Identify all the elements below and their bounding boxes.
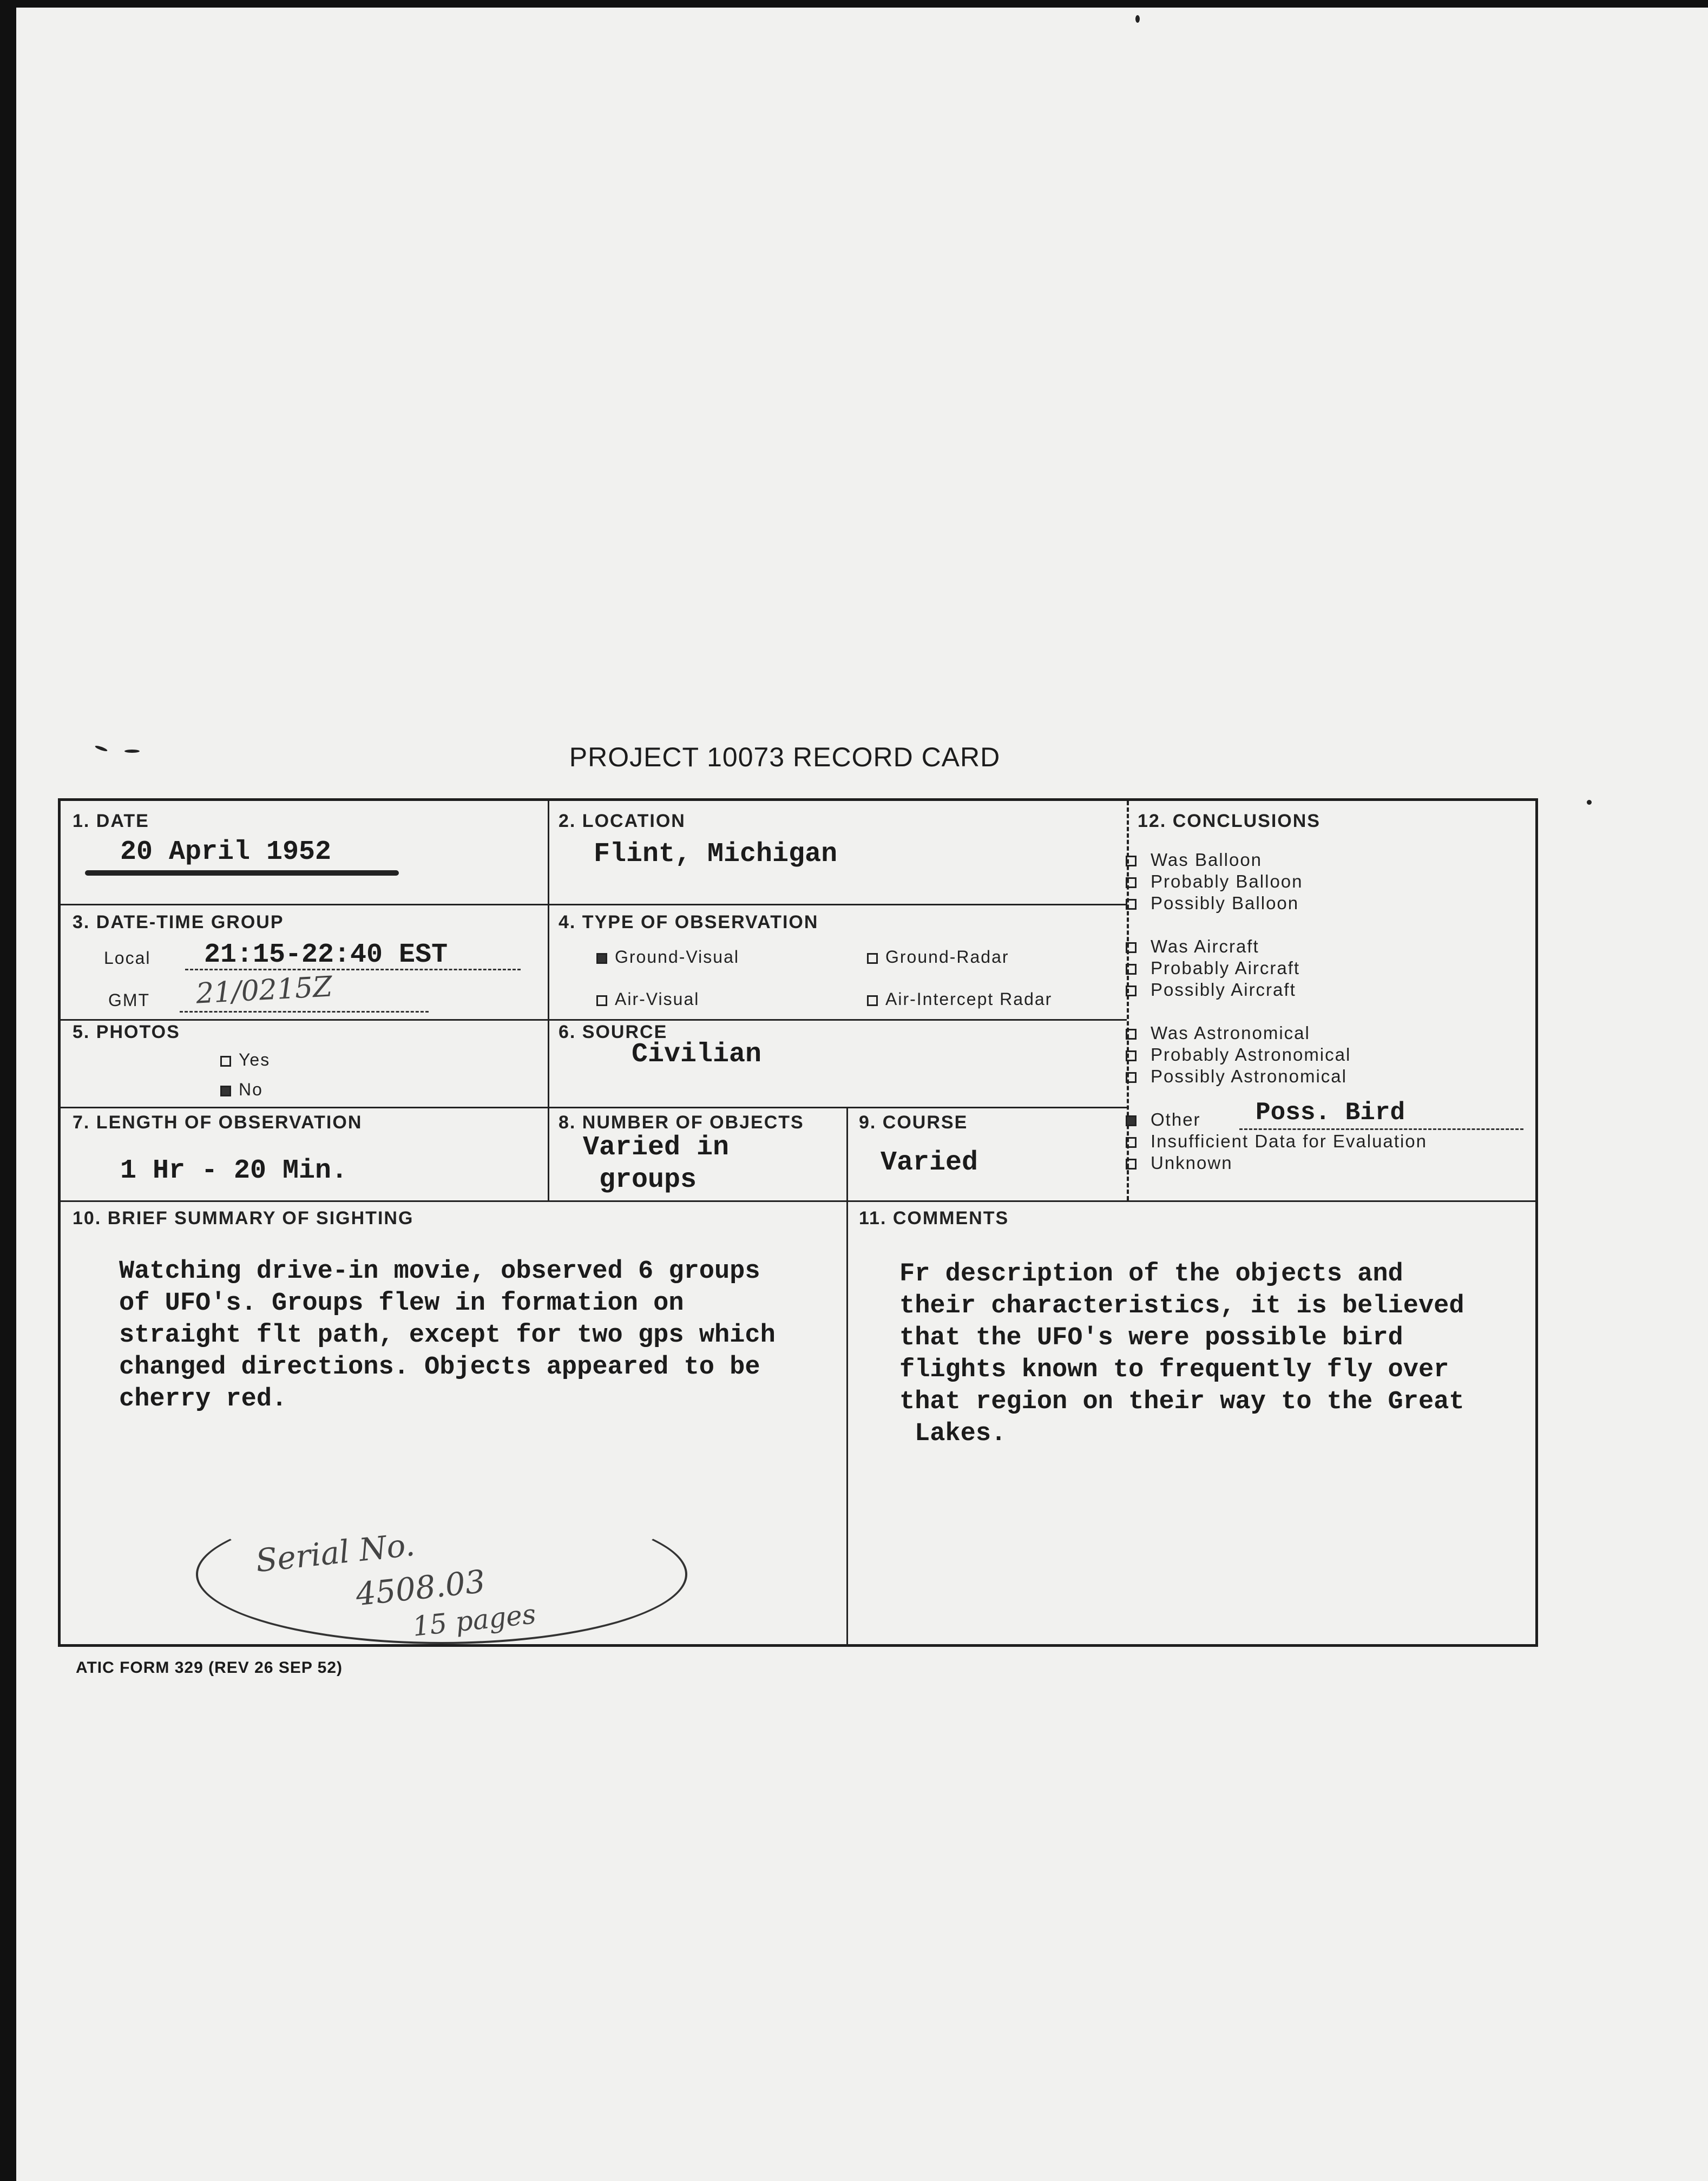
option-air-intercept-radar: Air-Intercept Radar bbox=[867, 989, 1052, 1009]
summary-label: 10. BRIEF SUMMARY OF SIGHTING bbox=[73, 1208, 414, 1229]
comments-line: that region on their way to the Great bbox=[899, 1388, 1464, 1416]
location-label: 2. LOCATION bbox=[559, 811, 686, 831]
comments-label: 11. COMMENTS bbox=[859, 1208, 1009, 1229]
conclusion-was-balloon: Was Balloon bbox=[1126, 850, 1262, 870]
conclusion-possibly-balloon: Possibly Balloon bbox=[1126, 893, 1299, 914]
local-time-underline bbox=[185, 969, 521, 970]
conclusion-probably-balloon: Probably Balloon bbox=[1126, 871, 1303, 892]
conclusion-other-value: Poss. Bird bbox=[1256, 1099, 1405, 1127]
comments-line: Lakes. bbox=[915, 1420, 1007, 1448]
scan-border-top bbox=[0, 0, 1708, 8]
conclusion-other-underline bbox=[1239, 1128, 1523, 1130]
checkbox bbox=[1126, 1137, 1137, 1148]
conclusion-other: Other bbox=[1126, 1109, 1201, 1130]
location-value: Flint, Michigan bbox=[594, 839, 838, 870]
form-identifier: ATIC FORM 329 (REV 26 SEP 52) bbox=[76, 1659, 343, 1677]
checkbox-checked bbox=[220, 1086, 231, 1096]
gmt-value: 21/0215Z bbox=[195, 970, 333, 1010]
summary-line: of UFO's. Groups flew in formation on bbox=[119, 1289, 684, 1318]
summary-text bbox=[119, 1256, 776, 1415]
comments-line: that the UFO's were possible bird bbox=[899, 1324, 1403, 1352]
checkbox bbox=[1126, 1050, 1137, 1061]
summary-line: cherry red. bbox=[119, 1385, 287, 1414]
checkbox bbox=[220, 1056, 231, 1067]
checkbox bbox=[867, 953, 878, 964]
date-underline bbox=[85, 870, 399, 876]
handwritten-serial-number: 4508.03 bbox=[354, 1562, 487, 1613]
checkbox bbox=[596, 995, 607, 1006]
checkbox bbox=[867, 995, 878, 1006]
photos-yes-option: Yes bbox=[220, 1050, 270, 1070]
date-time-group-label: 3. DATE-TIME GROUP bbox=[73, 912, 284, 932]
conclusion-possibly-astronomical: Possibly Astronomical bbox=[1126, 1066, 1347, 1087]
checkbox bbox=[1126, 986, 1137, 996]
checkbox bbox=[1126, 899, 1137, 910]
option-ground-radar: Ground-Radar bbox=[867, 947, 1009, 967]
scan-speck bbox=[1135, 15, 1140, 23]
handwritten-serial-label: Serial No. bbox=[254, 1526, 417, 1580]
gmt-underline bbox=[180, 1011, 429, 1013]
checkbox bbox=[1126, 1029, 1137, 1040]
photos-no-option: No bbox=[220, 1080, 263, 1100]
grid-divider bbox=[61, 1019, 1127, 1021]
card-title: PROJECT 10073 RECORD CARD bbox=[569, 742, 1001, 772]
option-air-visual: Air-Visual bbox=[596, 989, 699, 1009]
conclusion-probably-astronomical: Probably Astronomical bbox=[1126, 1044, 1351, 1065]
comments-line: Fr description of the objects and bbox=[899, 1260, 1403, 1289]
comments-line: their characteristics, it is believed bbox=[899, 1292, 1464, 1321]
scan-speck bbox=[1587, 800, 1592, 805]
checkbox bbox=[1126, 1159, 1137, 1170]
record-card bbox=[58, 798, 1538, 1647]
local-time-value: 21:15-22:40 EST bbox=[204, 940, 448, 970]
summary-line: Watching drive-in movie, observed 6 groups bbox=[119, 1257, 760, 1286]
summary-line: changed directions. Objects appeared to be bbox=[119, 1353, 760, 1382]
grid-divider bbox=[61, 1200, 1535, 1202]
checkbox-checked bbox=[1126, 1115, 1137, 1126]
conclusion-was-astronomical: Was Astronomical bbox=[1126, 1023, 1310, 1043]
local-label: Local bbox=[104, 948, 151, 968]
length-of-observation-label: 7. LENGTH OF OBSERVATION bbox=[73, 1112, 363, 1133]
date-value: 20 April 1952 bbox=[120, 837, 332, 868]
number-of-objects-line2: groups bbox=[599, 1165, 697, 1195]
course-label: 9. COURSE bbox=[859, 1112, 968, 1133]
checkbox bbox=[1126, 856, 1137, 866]
grid-divider bbox=[846, 1108, 848, 1647]
grid-divider bbox=[61, 904, 1127, 905]
checkbox bbox=[1126, 877, 1137, 888]
source-value: Civilian bbox=[632, 1039, 762, 1070]
photos-label: 5. PHOTOS bbox=[73, 1022, 180, 1042]
comments-line: flights known to frequently fly over bbox=[899, 1356, 1449, 1384]
grid-divider bbox=[548, 801, 549, 1200]
handwritten-pages: 15 pages bbox=[411, 1598, 537, 1643]
checkbox-checked bbox=[596, 953, 607, 964]
comments-text bbox=[899, 1258, 1464, 1450]
checkbox bbox=[1126, 964, 1137, 975]
date-label: 1. DATE bbox=[73, 811, 149, 831]
conclusion-possibly-aircraft: Possibly Aircraft bbox=[1126, 980, 1296, 1000]
scan-border-left bbox=[0, 0, 16, 2181]
option-ground-visual: Ground-Visual bbox=[596, 947, 739, 967]
grid-divider bbox=[61, 1107, 1127, 1108]
conclusion-probably-aircraft: Probably Aircraft bbox=[1126, 958, 1300, 978]
number-of-objects-line1: Varied in bbox=[583, 1132, 730, 1163]
conclusion-unknown: Unknown bbox=[1126, 1153, 1233, 1173]
type-of-observation-label: 4. TYPE OF OBSERVATION bbox=[559, 912, 819, 932]
length-of-observation-value: 1 Hr - 20 Min. bbox=[120, 1155, 348, 1186]
summary-line: straight flt path, except for two gps which bbox=[119, 1321, 776, 1350]
source-label: 6. SOURCE bbox=[559, 1022, 668, 1042]
conclusion-insufficient-data: Insufficient Data for Evaluation bbox=[1126, 1131, 1427, 1152]
gmt-label: GMT bbox=[108, 990, 150, 1010]
checkbox bbox=[1126, 942, 1137, 953]
checkbox bbox=[1126, 1072, 1137, 1083]
conclusions-label: 12. CONCLUSIONS bbox=[1138, 811, 1321, 831]
number-of-objects-label: 8. NUMBER OF OBJECTS bbox=[559, 1112, 804, 1133]
course-value: Varied bbox=[881, 1147, 978, 1178]
conclusion-was-aircraft: Was Aircraft bbox=[1126, 936, 1259, 957]
